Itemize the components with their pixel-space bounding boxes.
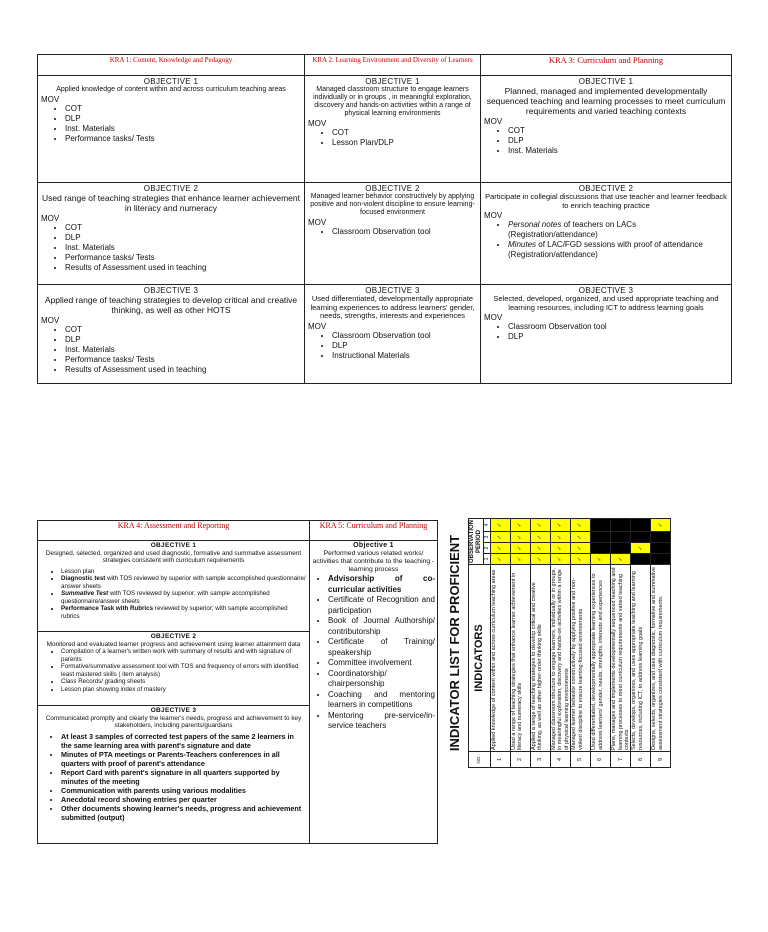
list-item: • At least 3 samples of corrected test papers of the same 2 learners in the same learning area with parent's signature and date bbox=[61, 732, 306, 750]
objective-label: OBJECTIVE 2 bbox=[578, 184, 634, 193]
list-item bbox=[61, 605, 306, 620]
checkmark-icon: ✓ bbox=[530, 543, 550, 554]
mov-list bbox=[484, 220, 728, 260]
objective-desc: Designed, selected, organized and used diagnostic, formative and summative assessment strategies consistent with curriculum requirements bbox=[45, 549, 302, 564]
indicators-header: INDICATORS bbox=[468, 565, 490, 752]
indicator-number: 4 bbox=[550, 752, 570, 768]
blocked-cell bbox=[591, 543, 611, 554]
bottom-kra-table bbox=[37, 520, 438, 844]
list-item: • Class Records/ grading sheets bbox=[61, 678, 306, 686]
blocked-cell bbox=[631, 518, 651, 531]
mov-label: MOV bbox=[484, 313, 503, 322]
item-bold: Diagnostic test bbox=[61, 575, 106, 582]
list-item: • Report Card with parent's signature in all quarters supported by minutes of the meeting bbox=[61, 768, 306, 786]
indicator-row bbox=[530, 518, 550, 767]
indicator-text: Managed classroom structure to engage learners, individually or in groups, in meaningful exploration, discovery and hands-on activities within a range of physical learning environments bbox=[550, 565, 570, 752]
kra3-objective2-cell bbox=[481, 183, 732, 285]
period-4-header: 4 bbox=[483, 518, 490, 531]
mov-label: MOV bbox=[308, 119, 327, 128]
mov-list bbox=[484, 126, 728, 156]
list-item bbox=[61, 568, 306, 576]
kra5-cell bbox=[310, 541, 438, 844]
blocked-cell bbox=[631, 554, 651, 565]
list-item: • Inst. Materials bbox=[65, 243, 301, 253]
list-item: • COT bbox=[65, 104, 301, 114]
kra4-objective1 bbox=[38, 541, 309, 632]
objective-desc: Managed learner behavior constructively by applying positive and non-violent discipline to ensure learning-focused environment bbox=[310, 193, 475, 216]
kra1-objective1-cell bbox=[38, 76, 305, 183]
list-item: • Results of Assessment used in teaching bbox=[65, 365, 301, 375]
objective-desc: Managed classroom structure to engage learners individually or in groups , in meaningful exploration, discovery and hands-on activities within a range of physical learning environments bbox=[313, 86, 472, 117]
list-item: • DLP bbox=[65, 233, 301, 243]
checkmark-icon: ✓ bbox=[571, 554, 591, 565]
blocked-cell bbox=[651, 554, 671, 565]
list-item: • Book of Journal Authorship/ contributorship bbox=[328, 616, 435, 637]
objective-desc: Used differentiated, developmentally appropriate learning experiences to address learners' gender, needs, strengths, interests and experiences bbox=[310, 294, 475, 320]
mov-label: MOV bbox=[41, 316, 60, 325]
list-item: • Certificate of Training/ speakership bbox=[328, 637, 435, 658]
checkmark-icon: ✓ bbox=[530, 554, 550, 565]
checkmark-icon: ✓ bbox=[591, 554, 611, 565]
mov-list bbox=[41, 568, 306, 621]
mov-list bbox=[41, 325, 301, 375]
kra5-header: KRA 5: Curriculum and Planning bbox=[310, 521, 438, 541]
emphasis: Personal notes bbox=[508, 220, 562, 229]
checkmark-icon: ✓ bbox=[571, 518, 591, 531]
mov-list bbox=[484, 322, 728, 342]
objective-label: OBJECTIVE 1 bbox=[150, 542, 197, 549]
list-item: • Anecdotal record showing entries per quarter bbox=[61, 795, 306, 804]
checkmark-icon: ✓ bbox=[651, 518, 671, 531]
blocked-cell bbox=[611, 518, 631, 531]
objective-desc: Monitored and evaluated learner progress and achievement using learner attainment data bbox=[46, 640, 301, 648]
blocked-cell bbox=[591, 532, 611, 543]
checkmark-icon: ✓ bbox=[510, 518, 530, 531]
mov-list bbox=[41, 104, 301, 144]
indicator-number: 6 bbox=[591, 752, 611, 768]
checkmark-icon: ✓ bbox=[530, 532, 550, 543]
mov-list bbox=[41, 648, 306, 693]
blocked-cell bbox=[611, 543, 631, 554]
objective-label: OBJECTIVE 1 bbox=[365, 77, 420, 86]
top-kra-table bbox=[37, 54, 732, 384]
checkmark-icon: ✓ bbox=[550, 518, 570, 531]
list-item: • Instructional Materials bbox=[332, 351, 477, 361]
objective-label: OBJECTIVE 1 bbox=[143, 77, 199, 86]
checkmark-icon: ✓ bbox=[571, 532, 591, 543]
observation-period-header: OBSERVATION PERIOD bbox=[468, 519, 482, 563]
period-1-header: 1 bbox=[483, 554, 490, 565]
mov-list bbox=[308, 331, 477, 361]
kra4-objective2 bbox=[38, 632, 309, 706]
objective-desc: Selected, developed, organized, and used appropriate teaching and learning resources, including ICT to address learning goals bbox=[493, 294, 719, 312]
list-item: • DLP bbox=[332, 341, 477, 351]
indicator-row bbox=[571, 518, 591, 767]
list-item: • Classroom Observation tool bbox=[332, 227, 477, 237]
objective-desc: Participate in collegial discussions that use teacher and learner feedback to enrich teaching practice bbox=[485, 192, 727, 210]
indicator-row bbox=[611, 518, 631, 767]
blocked-cell bbox=[631, 532, 651, 543]
list-item: • Lesson Plan/DLP bbox=[332, 138, 477, 148]
checkmark-icon: ✓ bbox=[490, 532, 510, 543]
kra4-cell bbox=[38, 541, 310, 844]
list-item: • Advisorship of co-curricular activities bbox=[328, 574, 435, 595]
checkmark-icon: ✓ bbox=[490, 554, 510, 565]
list-item bbox=[508, 240, 728, 260]
objective-desc: Communicated promptly and clearly the learner's needs, progress and achievement to key stakeholders, including parents/guardians bbox=[45, 714, 302, 729]
indicator-row bbox=[510, 518, 530, 767]
list-item: • Results of Assessment used in teaching bbox=[65, 263, 301, 273]
kra2-objective2-cell bbox=[305, 183, 481, 285]
list-item: • COT bbox=[65, 325, 301, 335]
kra5-list bbox=[312, 574, 435, 732]
list-item: • Performance tasks/ Tests bbox=[65, 253, 301, 263]
item-text: reviewed by superior; with sample accomplished rubrics bbox=[61, 605, 288, 620]
list-item bbox=[61, 575, 306, 590]
blocked-cell bbox=[611, 532, 631, 543]
mov-label: MOV bbox=[484, 117, 503, 126]
objective-label: OBJECTIVE 2 bbox=[365, 184, 420, 193]
indicator-number: 7 bbox=[611, 752, 631, 768]
kra3-objective1-cell bbox=[481, 76, 732, 183]
item-text: of teachers on LACs (Registration/attendance) bbox=[508, 220, 637, 239]
indicator-text: Used differentiated, developmentally appropriate learning experiences to address learners' gender, needs, strengths, interests and experiences bbox=[591, 565, 611, 752]
list-item: • Classroom Observation tool bbox=[332, 331, 477, 341]
list-item: • Communication with parents using various modalities bbox=[61, 786, 306, 795]
period-3-header: 3 bbox=[483, 532, 490, 543]
list-item: • Formative/summative assessment tool with TOS and frequency of errors with identified least mastered skills ( item analysis) bbox=[61, 663, 306, 678]
kra1-objective3-cell bbox=[38, 285, 305, 384]
item-text: Lesson plan bbox=[61, 567, 95, 575]
indicator-row bbox=[490, 518, 510, 767]
objective-desc: Performed various related works/ activities that contribute to the teaching -learning process bbox=[312, 550, 435, 573]
objective-label: OBJECTIVE 3 bbox=[365, 286, 420, 295]
kra1-header: KRA 1: Content, Knowledge and Pedagogy bbox=[38, 55, 305, 76]
objective-label: Objective 1 bbox=[353, 542, 394, 549]
kra2-objective3-cell bbox=[305, 285, 481, 384]
kra4-objective3 bbox=[38, 706, 309, 843]
objective-desc: Planned, managed and implemented developmentally sequenced teaching and learning processes to meet curriculum requirements and varied teaching contexts bbox=[486, 86, 726, 116]
blocked-cell bbox=[651, 543, 671, 554]
kra2-objective1-cell bbox=[305, 76, 481, 183]
mov-list bbox=[308, 128, 477, 148]
list-item: • Mentoring pre-service/in-service teachers bbox=[328, 711, 435, 732]
objective-desc: Applied range of teaching strategies to develop critical and creative thinking, as well as other HOTS bbox=[44, 295, 298, 315]
kra3-objective3-cell bbox=[481, 285, 732, 384]
emphasis: Minutes bbox=[508, 240, 537, 249]
list-item: • Coaching and mentoring learners in competitions bbox=[328, 690, 435, 711]
list-item: • Performance tasks/ Tests bbox=[65, 134, 301, 144]
indicator-number: 1 bbox=[490, 752, 510, 768]
objective-label: OBJECTIVE 3 bbox=[150, 707, 197, 714]
list-item: • Inst. Materials bbox=[65, 124, 301, 134]
indicator-list-title: INDICATOR LIST FOR PROFICIENT bbox=[447, 534, 463, 752]
list-item: • COT bbox=[508, 126, 728, 136]
mov-label: MOV bbox=[308, 321, 327, 331]
mov-list bbox=[41, 223, 301, 273]
objective-label: OBJECTIVE 1 bbox=[578, 77, 634, 86]
kra2-header: KRA 2: Learning Environment and Diversity of Learners bbox=[305, 55, 481, 76]
list-item: • Other documents showing learner's needs, progress and achievement submitted (output) bbox=[61, 804, 306, 822]
list-item bbox=[508, 220, 728, 240]
mov-list bbox=[308, 227, 477, 237]
indicator-text: Selects, develops, organizes, and uses appropriate teaching and learning resources, including ICT, to address learning goals bbox=[631, 565, 651, 752]
kra1-objective2-cell bbox=[38, 183, 305, 285]
checkmark-icon: ✓ bbox=[510, 532, 530, 543]
indicator-list-rotated bbox=[443, 519, 666, 768]
objective-label: OBJECTIVE 2 bbox=[150, 633, 197, 640]
indicator-text: Designs, selects, organizes, and uses diagnostic, formative and summative assessment strategies consistent with curriculum requirements. bbox=[651, 565, 671, 752]
list-item: • DLP bbox=[65, 335, 301, 345]
list-item: • Committee involvement bbox=[328, 658, 435, 669]
mov-label: MOV bbox=[308, 218, 327, 227]
indicator-number: 3 bbox=[530, 752, 550, 768]
item-text: with TOS reviewed by superior with sample accomplished questionnaire/ answer sheets bbox=[61, 575, 306, 590]
indicator-number: 9 bbox=[651, 752, 671, 768]
objective-desc: Used range of teaching strategies that enhance learner achievement in literacy and numeracy bbox=[42, 193, 300, 213]
blocked-cell bbox=[591, 518, 611, 531]
indicator-rows bbox=[490, 518, 670, 767]
list-item: • Coordinatorship/ chairpersonship bbox=[328, 669, 435, 690]
list-item: • Compilation of a learner's written work with summary of results and with signature of parents bbox=[61, 648, 306, 663]
indicator-text: Managed learner behavior constructively by applying positive and non-violent discipline to ensure learning-focused environments bbox=[571, 565, 591, 752]
checkmark-icon: ✓ bbox=[611, 554, 631, 565]
list-item: • Lesson plan showing index of mastery bbox=[61, 686, 306, 694]
blocked-cell bbox=[651, 532, 671, 543]
indicator-number: 2 bbox=[510, 752, 530, 768]
indicator-text: Applied a range of teaching strategies to develop critical and creative thinking, as well as other higher-order thinking skills bbox=[530, 565, 550, 752]
checkmark-icon: ✓ bbox=[550, 543, 570, 554]
checkmark-icon: ✓ bbox=[510, 554, 530, 565]
mov-label: MOV bbox=[41, 95, 60, 104]
indicator-list-table bbox=[443, 518, 671, 768]
item-text: of LAC/FGD sessions with proof of attendance (Registration/attendance) bbox=[508, 240, 703, 259]
list-item: • COT bbox=[65, 223, 301, 233]
checkmark-icon: ✓ bbox=[550, 554, 570, 565]
checkmark-icon: ✓ bbox=[490, 518, 510, 531]
indicator-number: 8 bbox=[631, 752, 651, 768]
indicator-row bbox=[631, 518, 651, 767]
checkmark-icon: ✓ bbox=[571, 543, 591, 554]
indicator-row bbox=[550, 518, 570, 767]
list-item: • Classroom Observation tool bbox=[508, 322, 728, 332]
checkmark-icon: ✓ bbox=[510, 543, 530, 554]
list-item: • Inst. Materials bbox=[65, 345, 301, 355]
mov-label: MOV bbox=[41, 214, 60, 223]
kra4-header: KRA 4: Assessment and Reporting bbox=[38, 521, 310, 541]
indicator-number: 5 bbox=[571, 752, 591, 768]
checkmark-icon: ✓ bbox=[490, 543, 510, 554]
item-text: with TOS reviewed by superior; with sample accomplished questionnaire/answer sheets bbox=[61, 590, 270, 605]
list-item: • Performance tasks/ Tests bbox=[65, 355, 301, 365]
indicator-row bbox=[591, 518, 611, 767]
item-bold: Performance Task with Rubrics bbox=[61, 605, 154, 612]
indicator-list-wrapper bbox=[443, 519, 666, 768]
indicator-text: Applied knowledge of content within and across curriculum teaching areas bbox=[490, 565, 510, 752]
indicator-text: Plans, manages and implements developmentally sequenced teaching and learning processes to meet curriculum requirements and varied teaching contexts bbox=[611, 565, 631, 752]
checkmark-icon: ✓ bbox=[550, 532, 570, 543]
list-item: • DLP bbox=[508, 136, 728, 146]
list-item: • DLP bbox=[65, 114, 301, 124]
list-item: • Minutes of PTA meetings or Parents-Teachers conferences in all quarters with proof of parent's attendance bbox=[61, 750, 306, 768]
kra3-header: KRA 3: Curriculum and Planning bbox=[481, 55, 732, 76]
indicator-row bbox=[651, 518, 671, 767]
mov-list bbox=[41, 732, 306, 822]
list-item: • Certificate of Recognition and participation bbox=[328, 595, 435, 616]
list-item: • COT bbox=[332, 128, 477, 138]
period-2-header: 2 bbox=[483, 543, 490, 554]
objective-label: OBJECTIVE 3 bbox=[578, 286, 634, 295]
list-item: • Inst. Materials bbox=[508, 146, 728, 156]
mov-label: MOV bbox=[484, 211, 503, 220]
objective-label: OBJECTIVE 3 bbox=[143, 286, 199, 295]
checkmark-icon: ✓ bbox=[530, 518, 550, 531]
list-item bbox=[61, 590, 306, 605]
checkmark-icon: ✓ bbox=[631, 543, 651, 554]
no-header: NO. bbox=[468, 752, 490, 768]
item-bold: Summative Test bbox=[61, 590, 109, 597]
indicator-text: Used a range of teaching strategies that enhance learner achievement in literacy and numeracy skills bbox=[510, 565, 530, 752]
list-item: • DLP bbox=[508, 332, 728, 342]
objective-desc: Applied knowledge of content within and across curriculum teaching areas bbox=[56, 86, 286, 93]
objective-label: OBJECTIVE 2 bbox=[143, 184, 199, 193]
